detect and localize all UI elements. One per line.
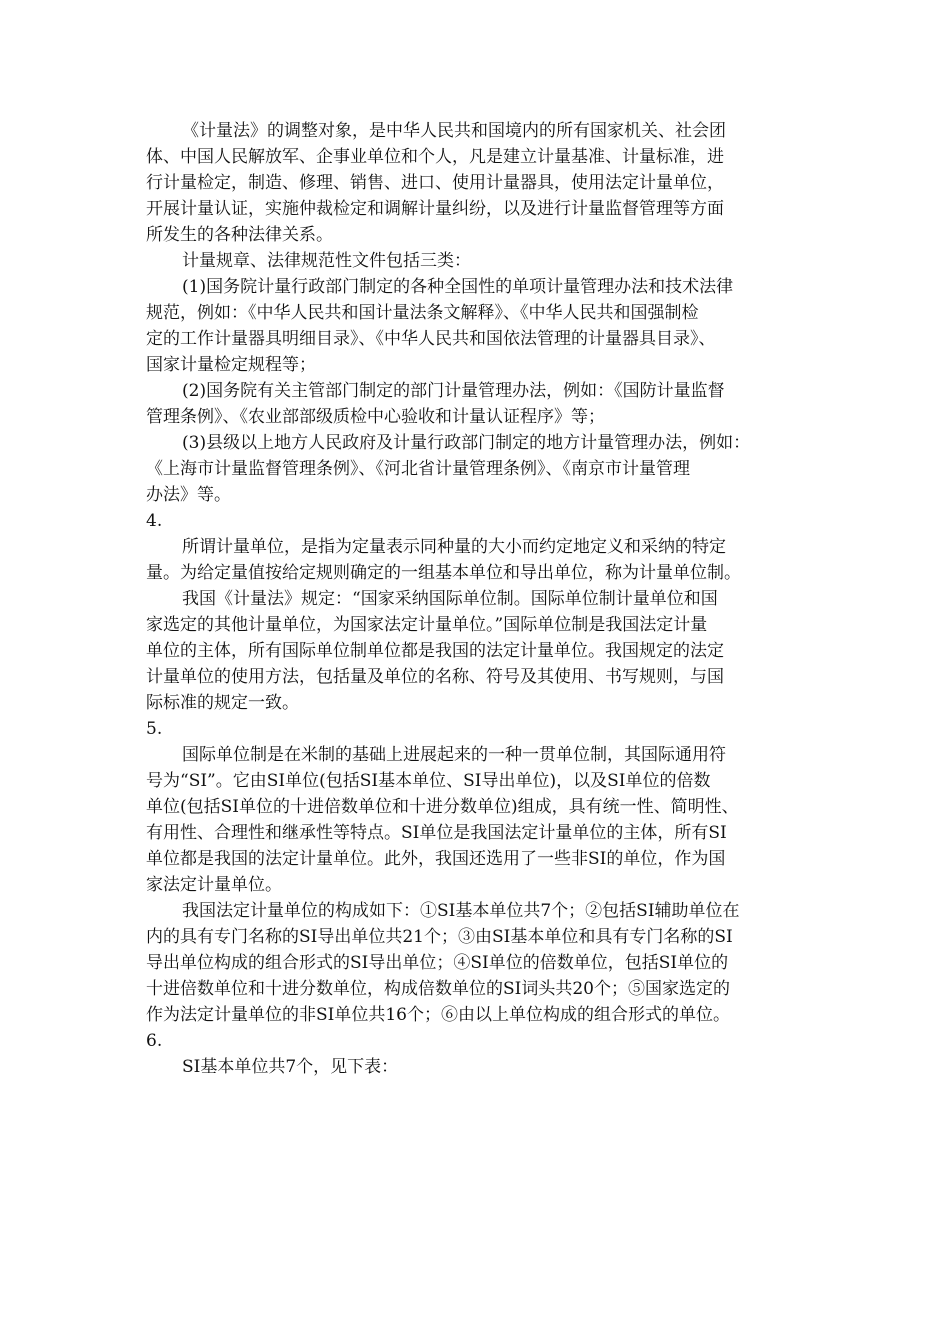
text-line: 5. bbox=[146, 719, 163, 739]
text-line: 国际单位制是在米制的基础上进展起来的一种一贯单位制，其国际通用符 bbox=[182, 745, 726, 765]
text-line: 量。为给定量值按给定规则确定的一组基本单位和导出单位，称为计量单位制。 bbox=[146, 563, 741, 583]
text-line: 6. bbox=[146, 1031, 163, 1051]
text-line: 《计量法》的调整对象，是中华人民共和国境内的所有国家机关、社会团 bbox=[182, 121, 726, 141]
text-line: 所发生的各种法律关系。 bbox=[146, 225, 333, 245]
text-line: 号为“SI”。它由SI单位(包括SI基本单位、SI导出单位)，以及SI单位的倍数 bbox=[146, 771, 711, 791]
text-line: 单位的主体，所有国际单位制单位都是我国的法定计量单位。我国规定的法定 bbox=[146, 641, 724, 661]
text-line: 《上海市计量监督管理条例》、《河北省计量管理条例》、《南京市计量管理 bbox=[146, 459, 690, 479]
document-body bbox=[146, 118, 812, 1080]
text-line: 规范，例如：《中华人民共和国计量法条文解释》、《中华人民共和国强制检 bbox=[146, 303, 699, 323]
text-line: 我国法定计量单位的构成如下：①SI基本单位共7个；②包括SI辅助单位在 bbox=[182, 901, 740, 921]
text-line: 内的具有专门名称的SI导出单位共21个；③由SI基本单位和具有专门名称的SI bbox=[146, 927, 733, 947]
text-line: 有用性、合理性和继承性等特点。SI单位是我国法定计量单位的主体，所有SI bbox=[146, 823, 727, 843]
text-line: 管理条例》、《农业部部级质检中心验收和计量认证程序》等； bbox=[146, 407, 605, 427]
text-line: 家选定的其他计量单位，为国家法定计量单位。”国际单位制是我国法定计量 bbox=[146, 615, 708, 635]
text-line: 我国《计量法》规定：“国家采纳国际单位制。国际单位制计量单位和国 bbox=[182, 589, 718, 609]
text-line: (1)国务院计量行政部门制定的各种全国性的单项计量管理办法和技术法律 bbox=[182, 277, 734, 297]
text-line: 行计量检定，制造、修理、销售、进口、使用计量器具，使用法定计量单位， bbox=[146, 173, 724, 193]
text-line: 际标准的规定一致。 bbox=[146, 693, 299, 713]
text-line: 单位都是我国的法定计量单位。此外，我国还选用了一些非SI的单位，作为国 bbox=[146, 849, 726, 869]
text-line: 办法》等。 bbox=[146, 485, 231, 505]
text-line: 4. bbox=[146, 511, 163, 531]
text-line: 导出单位构成的组合形式的SI导出单位；④SI单位的倍数单位，包括SI单位的 bbox=[146, 953, 729, 973]
text-line: 定的工作计量器具明细目录》、《中华人民共和国依法管理的计量器具目录》、 bbox=[146, 329, 716, 349]
text-line: SI基本单位共7个，见下表： bbox=[182, 1057, 399, 1077]
text-line: (2)国务院有关主管部门制定的部门计量管理办法，例如：《国防计量监督 bbox=[182, 381, 725, 401]
text-line: 计量单位的使用方法，包括量及单位的名称、符号及其使用、书写规则，与国 bbox=[146, 667, 724, 687]
text-line: 所谓计量单位，是指为定量表示同种量的大小而约定地定义和采纳的特定 bbox=[182, 537, 726, 557]
text-line: 开展计量认证，实施仲裁检定和调解计量纠纷，以及进行计量监督管理等方面 bbox=[146, 199, 724, 219]
text-line: 国家计量检定规程等； bbox=[146, 355, 316, 375]
text-line: 家法定计量单位。 bbox=[146, 875, 282, 895]
text-line: 计量规章、法律规范性文件包括三类： bbox=[182, 251, 471, 271]
text-line: 体、中国人民解放军、企事业单位和个人，凡是建立计量基准、计量标准，进 bbox=[146, 147, 724, 167]
text-line: 单位(包括SI单位的十进倍数单位和十进分数单位)组成，具有统一性、简明性、 bbox=[146, 797, 739, 817]
text-line: 十进倍数单位和十进分数单位，构成倍数单位的SI词头共20个；⑤国家选定的 bbox=[146, 979, 730, 999]
text-line: (3)县级以上地方人民政府及计量行政部门制定的地方计量管理办法，例如： bbox=[182, 433, 751, 453]
text-line: 作为法定计量单位的非SI单位共16个；⑥由以上单位构成的组合形式的单位。 bbox=[146, 1005, 730, 1025]
